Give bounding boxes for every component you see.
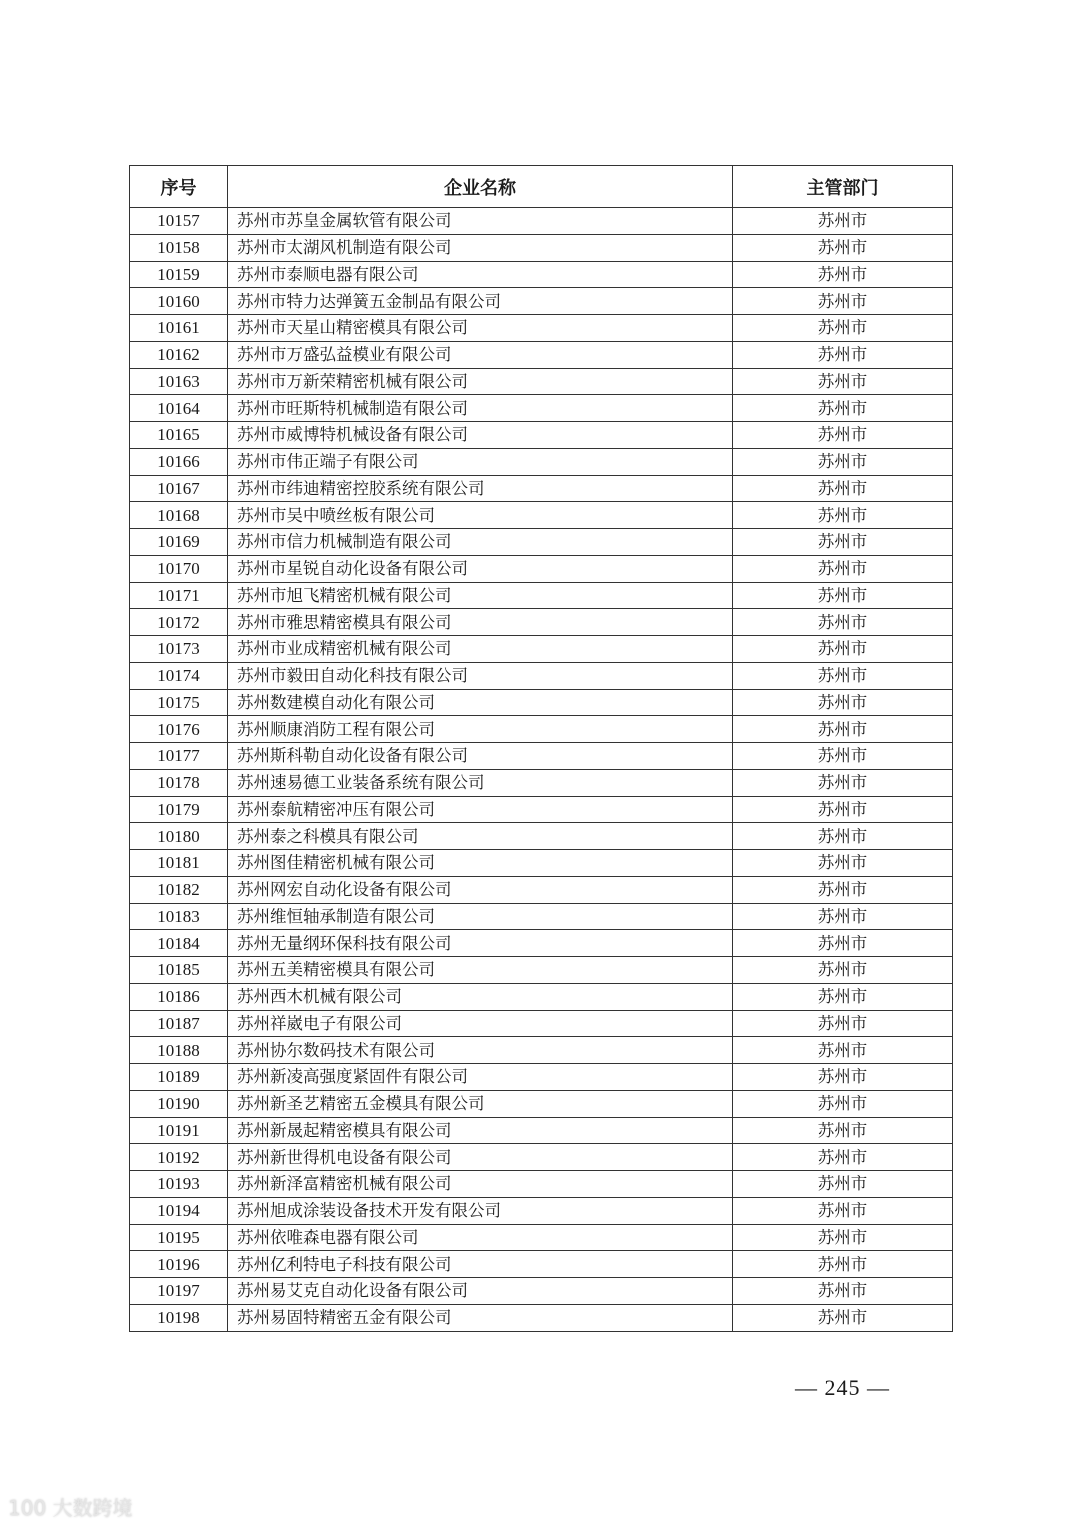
- serial-number-cell: 10162: [130, 341, 228, 368]
- serial-number-cell: 10179: [130, 796, 228, 823]
- company-name-cell: 苏州市业成精密机械有限公司: [228, 636, 733, 663]
- department-cell: 苏州市: [733, 716, 953, 743]
- company-name-cell: 苏州旭成涂装设备技术开发有限公司: [228, 1197, 733, 1224]
- company-name-cell: 苏州市纬迪精密控胶系统有限公司: [228, 475, 733, 502]
- serial-number-cell: 10169: [130, 529, 228, 556]
- department-cell: 苏州市: [733, 983, 953, 1010]
- serial-number-cell: 10160: [130, 288, 228, 315]
- serial-number-cell: 10174: [130, 662, 228, 689]
- table-row: [130, 315, 953, 342]
- department-cell: 苏州市: [733, 930, 953, 957]
- serial-number-cell: 10197: [130, 1278, 228, 1305]
- department-cell: 苏州市: [733, 1278, 953, 1305]
- table-row: [130, 1090, 953, 1117]
- table-row: [130, 1064, 953, 1091]
- department-cell: 苏州市: [733, 529, 953, 556]
- serial-number-cell: 10166: [130, 448, 228, 475]
- serial-number-cell: 10193: [130, 1171, 228, 1198]
- company-name-cell: 苏州无量纲环保科技有限公司: [228, 930, 733, 957]
- company-name-cell: 苏州市泰顺电器有限公司: [228, 261, 733, 288]
- company-name-cell: 苏州顺康消防工程有限公司: [228, 716, 733, 743]
- table-row: [130, 689, 953, 716]
- table-row: [130, 636, 953, 663]
- department-cell: 苏州市: [733, 1224, 953, 1251]
- table-row: [130, 850, 953, 877]
- company-name-cell: 苏州市威博特机械设备有限公司: [228, 422, 733, 449]
- company-name-cell: 苏州新世得机电设备有限公司: [228, 1144, 733, 1171]
- company-name-cell: 苏州市吴中喷丝板有限公司: [228, 502, 733, 529]
- department-cell: 苏州市: [733, 823, 953, 850]
- serial-number-cell: 10175: [130, 689, 228, 716]
- serial-number-cell: 10189: [130, 1064, 228, 1091]
- company-name-cell: 苏州市太湖风机制造有限公司: [228, 234, 733, 261]
- serial-number-cell: 10195: [130, 1224, 228, 1251]
- company-name-cell: 苏州数建模自动化有限公司: [228, 689, 733, 716]
- department-cell: 苏州市: [733, 475, 953, 502]
- department-cell: 苏州市: [733, 903, 953, 930]
- table-row: [130, 1197, 953, 1224]
- serial-number-cell: 10188: [130, 1037, 228, 1064]
- serial-number-cell: 10157: [130, 208, 228, 235]
- company-table: [129, 165, 953, 1332]
- serial-number-cell: 10181: [130, 850, 228, 877]
- department-cell: 苏州市: [733, 1144, 953, 1171]
- table-row: [130, 475, 953, 502]
- table-row: [130, 1037, 953, 1064]
- table-row: [130, 368, 953, 395]
- table-row: [130, 716, 953, 743]
- table-row: [130, 502, 953, 529]
- department-cell: 苏州市: [733, 743, 953, 770]
- company-name-cell: 苏州市万新荣精密机械有限公司: [228, 368, 733, 395]
- serial-number-cell: 10161: [130, 315, 228, 342]
- header-department: 主管部门: [733, 166, 953, 208]
- company-name-cell: 苏州市苏皇金属软管有限公司: [228, 208, 733, 235]
- department-cell: 苏州市: [733, 288, 953, 315]
- company-name-cell: 苏州祥崴电子有限公司: [228, 1010, 733, 1037]
- table-row: [130, 1251, 953, 1278]
- serial-number-cell: 10184: [130, 930, 228, 957]
- table-row: [130, 1304, 953, 1331]
- company-name-cell: 苏州市万盛弘益模业有限公司: [228, 341, 733, 368]
- department-cell: 苏州市: [733, 1251, 953, 1278]
- company-name-cell: 苏州新圣艺精密五金模具有限公司: [228, 1090, 733, 1117]
- table-row: [130, 582, 953, 609]
- company-name-cell: 苏州市旭飞精密机械有限公司: [228, 582, 733, 609]
- company-name-cell: 苏州市伟正端子有限公司: [228, 448, 733, 475]
- department-cell: 苏州市: [733, 502, 953, 529]
- department-cell: 苏州市: [733, 957, 953, 984]
- company-name-cell: 苏州维恒轴承制造有限公司: [228, 903, 733, 930]
- department-cell: 苏州市: [733, 1171, 953, 1198]
- serial-number-cell: 10194: [130, 1197, 228, 1224]
- department-cell: 苏州市: [733, 555, 953, 582]
- company-name-cell: 苏州网宏自动化设备有限公司: [228, 876, 733, 903]
- table-row: [130, 261, 953, 288]
- department-cell: 苏州市: [733, 1197, 953, 1224]
- department-cell: 苏州市: [733, 341, 953, 368]
- serial-number-cell: 10178: [130, 769, 228, 796]
- table-row: [130, 1278, 953, 1305]
- table-row: [130, 529, 953, 556]
- serial-number-cell: 10182: [130, 876, 228, 903]
- company-name-cell: 苏州西木机械有限公司: [228, 983, 733, 1010]
- company-name-cell: 苏州市毅田自动化科技有限公司: [228, 662, 733, 689]
- table-row: [130, 930, 953, 957]
- table-header-row: [130, 166, 953, 208]
- serial-number-cell: 10191: [130, 1117, 228, 1144]
- serial-number-cell: 10170: [130, 555, 228, 582]
- serial-number-cell: 10158: [130, 234, 228, 261]
- table-row: [130, 983, 953, 1010]
- table-row: [130, 448, 953, 475]
- serial-number-cell: 10190: [130, 1090, 228, 1117]
- table-row: [130, 1117, 953, 1144]
- table-row: [130, 662, 953, 689]
- table-row: [130, 422, 953, 449]
- table-row: [130, 876, 953, 903]
- company-name-cell: 苏州新泽富精密机械有限公司: [228, 1171, 733, 1198]
- serial-number-cell: 10159: [130, 261, 228, 288]
- serial-number-cell: 10196: [130, 1251, 228, 1278]
- serial-number-cell: 10164: [130, 395, 228, 422]
- table-row: [130, 1171, 953, 1198]
- table-row: [130, 957, 953, 984]
- department-cell: 苏州市: [733, 368, 953, 395]
- table-row: [130, 1224, 953, 1251]
- table-body: [130, 208, 953, 1332]
- table-row: [130, 609, 953, 636]
- table-row: [130, 1010, 953, 1037]
- table-row: [130, 769, 953, 796]
- serial-number-cell: 10165: [130, 422, 228, 449]
- company-name-cell: 苏州市特力达弹簧五金制品有限公司: [228, 288, 733, 315]
- serial-number-cell: 10198: [130, 1304, 228, 1331]
- serial-number-cell: 10180: [130, 823, 228, 850]
- table-row: [130, 1144, 953, 1171]
- serial-number-cell: 10168: [130, 502, 228, 529]
- table-row: [130, 743, 953, 770]
- table-row: [130, 796, 953, 823]
- company-name-cell: 苏州协尔数码技术有限公司: [228, 1037, 733, 1064]
- department-cell: 苏州市: [733, 796, 953, 823]
- department-cell: 苏州市: [733, 1117, 953, 1144]
- department-cell: 苏州市: [733, 422, 953, 449]
- department-cell: 苏州市: [733, 769, 953, 796]
- department-cell: 苏州市: [733, 208, 953, 235]
- department-cell: 苏州市: [733, 850, 953, 877]
- department-cell: 苏州市: [733, 1304, 953, 1331]
- department-cell: 苏州市: [733, 662, 953, 689]
- watermark-logo: 100 大数跨境: [8, 1496, 133, 1520]
- serial-number-cell: 10192: [130, 1144, 228, 1171]
- header-company-name: 企业名称: [228, 166, 733, 208]
- serial-number-cell: 10176: [130, 716, 228, 743]
- serial-number-cell: 10187: [130, 1010, 228, 1037]
- company-name-cell: 苏州新晟起精密模具有限公司: [228, 1117, 733, 1144]
- table-row: [130, 903, 953, 930]
- serial-number-cell: 10171: [130, 582, 228, 609]
- department-cell: 苏州市: [733, 1037, 953, 1064]
- department-cell: 苏州市: [733, 1090, 953, 1117]
- company-name-cell: 苏州市旺斯特机械制造有限公司: [228, 395, 733, 422]
- serial-number-cell: 10185: [130, 957, 228, 984]
- company-name-cell: 苏州泰之科模具有限公司: [228, 823, 733, 850]
- department-cell: 苏州市: [733, 234, 953, 261]
- page-number: — 245 —: [795, 1375, 890, 1400]
- company-name-cell: 苏州市信力机械制造有限公司: [228, 529, 733, 556]
- serial-number-cell: 10177: [130, 743, 228, 770]
- company-name-cell: 苏州易固特精密五金有限公司: [228, 1304, 733, 1331]
- header-serial-number: 序号: [130, 166, 228, 208]
- table-row: [130, 234, 953, 261]
- table-row: [130, 288, 953, 315]
- serial-number-cell: 10172: [130, 609, 228, 636]
- company-name-cell: 苏州市雅思精密模具有限公司: [228, 609, 733, 636]
- table-row: [130, 341, 953, 368]
- table-row: [130, 823, 953, 850]
- table-row: [130, 555, 953, 582]
- department-cell: 苏州市: [733, 261, 953, 288]
- company-name-cell: 苏州斯科勒自动化设备有限公司: [228, 743, 733, 770]
- serial-number-cell: 10167: [130, 475, 228, 502]
- company-name-cell: 苏州图佳精密机械有限公司: [228, 850, 733, 877]
- department-cell: 苏州市: [733, 315, 953, 342]
- company-name-cell: 苏州易艾克自动化设备有限公司: [228, 1278, 733, 1305]
- serial-number-cell: 10173: [130, 636, 228, 663]
- serial-number-cell: 10163: [130, 368, 228, 395]
- department-cell: 苏州市: [733, 689, 953, 716]
- department-cell: 苏州市: [733, 448, 953, 475]
- department-cell: 苏州市: [733, 582, 953, 609]
- department-cell: 苏州市: [733, 395, 953, 422]
- company-name-cell: 苏州新凌高强度紧固件有限公司: [228, 1064, 733, 1091]
- department-cell: 苏州市: [733, 636, 953, 663]
- department-cell: 苏州市: [733, 1064, 953, 1091]
- department-cell: 苏州市: [733, 876, 953, 903]
- company-name-cell: 苏州依唯森电器有限公司: [228, 1224, 733, 1251]
- table-row: [130, 395, 953, 422]
- serial-number-cell: 10183: [130, 903, 228, 930]
- serial-number-cell: 10186: [130, 983, 228, 1010]
- company-name-cell: 苏州泰航精密冲压有限公司: [228, 796, 733, 823]
- company-name-cell: 苏州市星锐自动化设备有限公司: [228, 555, 733, 582]
- table-row: [130, 208, 953, 235]
- company-name-cell: 苏州五美精密模具有限公司: [228, 957, 733, 984]
- department-cell: 苏州市: [733, 609, 953, 636]
- company-name-cell: 苏州速易德工业装备系统有限公司: [228, 769, 733, 796]
- company-name-cell: 苏州市天星山精密模具有限公司: [228, 315, 733, 342]
- company-name-cell: 苏州亿利特电子科技有限公司: [228, 1251, 733, 1278]
- department-cell: 苏州市: [733, 1010, 953, 1037]
